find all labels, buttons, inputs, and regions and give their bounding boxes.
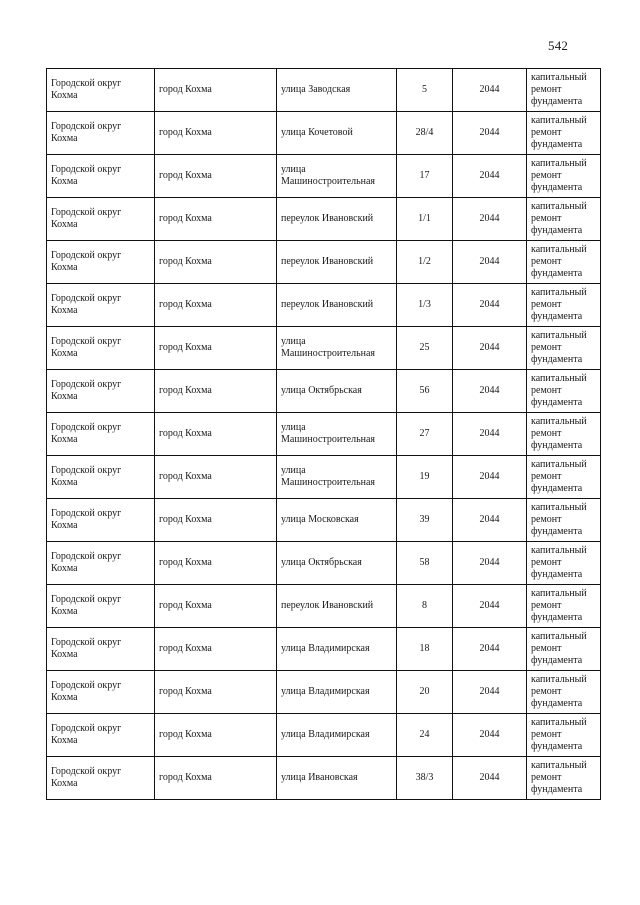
year-cell: 2044 (453, 112, 527, 155)
house-number-cell: 20 (397, 671, 453, 714)
city-cell: город Кохма (155, 155, 277, 198)
year-cell: 2044 (453, 499, 527, 542)
street-cell: улица Кочетовой (277, 112, 397, 155)
city-cell: город Кохма (155, 757, 277, 800)
district-cell: Городской округ Кохма (47, 413, 155, 456)
city-cell: город Кохма (155, 628, 277, 671)
street-cell: переулок Ивановский (277, 198, 397, 241)
district-cell: Городской округ Кохма (47, 370, 155, 413)
district-cell: Городской округ Кохма (47, 112, 155, 155)
work-type-cell: капитальный ремонт фундамента (527, 585, 601, 628)
year-cell: 2044 (453, 542, 527, 585)
table-row (47, 413, 601, 456)
house-number-cell: 1/1 (397, 198, 453, 241)
district-cell: Городской округ Кохма (47, 284, 155, 327)
year-cell: 2044 (453, 628, 527, 671)
house-number-cell: 24 (397, 714, 453, 757)
street-cell: улица Московская (277, 499, 397, 542)
street-cell: улица Владимирская (277, 714, 397, 757)
street-cell: улица Октябрьская (277, 542, 397, 585)
district-cell: Городской округ Кохма (47, 198, 155, 241)
table-row (47, 499, 601, 542)
table-row (47, 542, 601, 585)
street-cell: улица Заводская (277, 69, 397, 112)
year-cell: 2044 (453, 155, 527, 198)
house-number-cell: 56 (397, 370, 453, 413)
table-row (47, 155, 601, 198)
district-cell: Городской округ Кохма (47, 585, 155, 628)
work-type-cell: капитальный ремонт фундамента (527, 241, 601, 284)
city-cell: город Кохма (155, 456, 277, 499)
table-row (47, 757, 601, 800)
city-cell: город Кохма (155, 112, 277, 155)
table-row (47, 585, 601, 628)
year-cell: 2044 (453, 370, 527, 413)
house-number-cell: 17 (397, 155, 453, 198)
district-cell: Городской округ Кохма (47, 628, 155, 671)
street-cell: переулок Ивановский (277, 241, 397, 284)
city-cell: город Кохма (155, 327, 277, 370)
district-cell: Городской округ Кохма (47, 327, 155, 370)
city-cell: город Кохма (155, 370, 277, 413)
house-number-cell: 5 (397, 69, 453, 112)
house-number-cell: 39 (397, 499, 453, 542)
work-type-cell: капитальный ремонт фундамента (527, 757, 601, 800)
city-cell: город Кохма (155, 69, 277, 112)
table-row (47, 628, 601, 671)
district-cell: Городской округ Кохма (47, 714, 155, 757)
year-cell: 2044 (453, 284, 527, 327)
city-cell: город Кохма (155, 714, 277, 757)
table-row (47, 69, 601, 112)
year-cell: 2044 (453, 671, 527, 714)
year-cell: 2044 (453, 241, 527, 284)
district-cell: Городской округ Кохма (47, 155, 155, 198)
work-type-cell: капитальный ремонт фундамента (527, 499, 601, 542)
work-type-cell: капитальный ремонт фундамента (527, 456, 601, 499)
district-cell: Городской округ Кохма (47, 542, 155, 585)
year-cell: 2044 (453, 757, 527, 800)
city-cell: город Кохма (155, 241, 277, 284)
table-row (47, 327, 601, 370)
table-row (47, 671, 601, 714)
table-row (47, 241, 601, 284)
year-cell: 2044 (453, 198, 527, 241)
year-cell: 2044 (453, 327, 527, 370)
house-number-cell: 8 (397, 585, 453, 628)
work-type-cell: капитальный ремонт фундамента (527, 69, 601, 112)
street-cell: улица Ивановская (277, 757, 397, 800)
street-cell: улица Машиностроительная (277, 327, 397, 370)
street-cell: переулок Ивановский (277, 585, 397, 628)
table-row (47, 456, 601, 499)
year-cell: 2044 (453, 413, 527, 456)
work-type-cell: капитальный ремонт фундамента (527, 628, 601, 671)
table-row (47, 370, 601, 413)
work-type-cell: капитальный ремонт фундамента (527, 284, 601, 327)
street-cell: улица Владимирская (277, 628, 397, 671)
street-cell: переулок Ивановский (277, 284, 397, 327)
street-cell: улица Машиностроительная (277, 155, 397, 198)
district-cell: Городской округ Кохма (47, 241, 155, 284)
street-cell: улица Владимирская (277, 671, 397, 714)
work-type-cell: капитальный ремонт фундамента (527, 542, 601, 585)
district-cell: Городской округ Кохма (47, 69, 155, 112)
year-cell: 2044 (453, 714, 527, 757)
table-row (47, 284, 601, 327)
table-row (47, 198, 601, 241)
work-type-cell: капитальный ремонт фундамента (527, 413, 601, 456)
records-table-body (47, 69, 601, 800)
work-type-cell: капитальный ремонт фундамента (527, 112, 601, 155)
page-number: 542 (548, 38, 569, 53)
city-cell: город Кохма (155, 671, 277, 714)
district-cell: Городской округ Кохма (47, 499, 155, 542)
house-number-cell: 58 (397, 542, 453, 585)
street-cell: улица Машиностроительная (277, 413, 397, 456)
city-cell: город Кохма (155, 499, 277, 542)
house-number-cell: 1/3 (397, 284, 453, 327)
work-type-cell: капитальный ремонт фундамента (527, 327, 601, 370)
work-type-cell: капитальный ремонт фундамента (527, 714, 601, 757)
city-cell: город Кохма (155, 284, 277, 327)
year-cell: 2044 (453, 585, 527, 628)
year-cell: 2044 (453, 69, 527, 112)
house-number-cell: 27 (397, 413, 453, 456)
house-number-cell: 25 (397, 327, 453, 370)
district-cell: Городской округ Кохма (47, 456, 155, 499)
work-type-cell: капитальный ремонт фундамента (527, 155, 601, 198)
work-type-cell: капитальный ремонт фундамента (527, 370, 601, 413)
street-cell: улица Октябрьская (277, 370, 397, 413)
house-number-cell: 18 (397, 628, 453, 671)
district-cell: Городской округ Кохма (47, 757, 155, 800)
city-cell: город Кохма (155, 585, 277, 628)
house-number-cell: 28/4 (397, 112, 453, 155)
city-cell: город Кохма (155, 413, 277, 456)
table-row (47, 714, 601, 757)
city-cell: город Кохма (155, 542, 277, 585)
table-row (47, 112, 601, 155)
work-type-cell: капитальный ремонт фундамента (527, 198, 601, 241)
house-number-cell: 19 (397, 456, 453, 499)
district-cell: Городской округ Кохма (47, 671, 155, 714)
records-table (46, 68, 601, 800)
house-number-cell: 1/2 (397, 241, 453, 284)
city-cell: город Кохма (155, 198, 277, 241)
house-number-cell: 38/3 (397, 757, 453, 800)
street-cell: улица Машиностроительная (277, 456, 397, 499)
work-type-cell: капитальный ремонт фундамента (527, 671, 601, 714)
year-cell: 2044 (453, 456, 527, 499)
